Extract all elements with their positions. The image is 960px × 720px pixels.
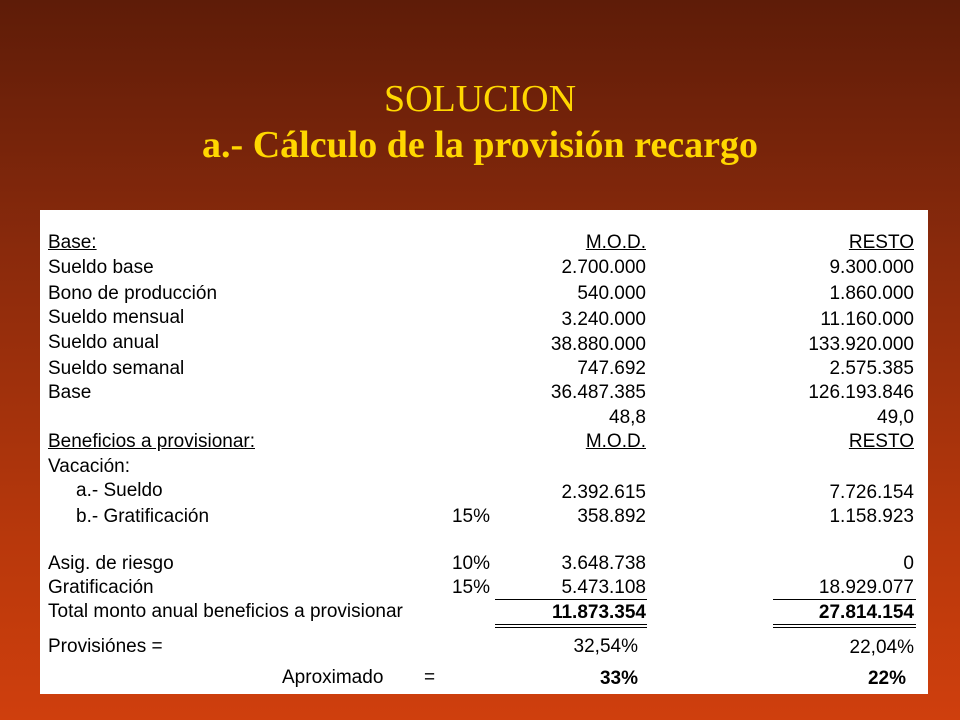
- total-double-underline-mod-1: [495, 624, 647, 625]
- benefits-mod-header: M.O.D.: [585, 431, 646, 452]
- row-resto-value: 7.726.154: [829, 482, 914, 503]
- row-resto-value: 9.300.000: [829, 257, 914, 278]
- row-resto-value: 1.158.923: [829, 506, 914, 527]
- row-mod-value: 358.892: [577, 506, 646, 527]
- row-label: Asig. de riesgo: [48, 553, 174, 574]
- benefits-header-label: Beneficios a provisionar:: [48, 431, 255, 452]
- subtotal-underline-resto: [773, 599, 916, 600]
- row-mod-value: 747.692: [577, 358, 646, 379]
- row-percent: 15%: [451, 577, 490, 598]
- slide-subtitle: a.- Cálculo de la provisión recargo: [202, 124, 758, 166]
- mod-header: M.O.D.: [585, 232, 646, 253]
- row-mod-value: 5.473.108: [561, 577, 646, 598]
- spreadsheet-table: [40, 210, 928, 694]
- row-resto-value: 49,0: [877, 407, 914, 428]
- row-resto-value: 1.860.000: [829, 283, 914, 304]
- total-double-underline-resto-2: [773, 627, 916, 628]
- row-resto-value: 18.929.077: [818, 577, 914, 598]
- provisiones-resto-value: 22,04%: [849, 637, 914, 658]
- slide-title: SOLUCION: [383, 78, 577, 120]
- row-label: Bono de producción: [48, 283, 218, 304]
- aproximado-label: Aproximado: [282, 667, 384, 688]
- row-resto-value: 11.160.000: [820, 309, 914, 330]
- row-mod-value: 36.487.385: [550, 382, 646, 403]
- row-mod-value: 3.240.000: [561, 309, 646, 330]
- row-percent: 15%: [451, 506, 490, 527]
- vacacion-label: Vacación:: [48, 456, 131, 477]
- total-double-underline-mod-2: [495, 627, 647, 628]
- row-mod-value: 2.700.000: [561, 257, 646, 278]
- row-mod-value: 48,8: [609, 407, 646, 428]
- row-percent: 10%: [451, 553, 490, 574]
- provisiones-label: Provisiónes =: [48, 636, 163, 657]
- subtotal-underline-mod: [495, 599, 647, 600]
- row-resto-value: 0: [903, 553, 914, 574]
- row-label: Sueldo base: [48, 257, 154, 278]
- total-resto-value: 27.814.154: [818, 602, 914, 623]
- row-label: b.- Gratificación: [76, 506, 210, 527]
- benefits-resto-header: RESTO: [848, 431, 914, 452]
- row-mod-value: 2.392.615: [561, 482, 646, 503]
- row-mod-value: 38.880.000: [550, 334, 646, 355]
- slide-title-block: [0, 76, 960, 168]
- row-mod-value: 3.648.738: [561, 553, 646, 574]
- aproximado-resto-value: 22%: [867, 668, 906, 689]
- row-label: Sueldo mensual: [48, 307, 185, 328]
- row-resto-value: 2.575.385: [829, 358, 914, 379]
- provisiones-mod-value: 32,54%: [573, 636, 638, 657]
- row-mod-value: 540.000: [577, 283, 646, 304]
- row-resto-value: 126.193.846: [808, 382, 914, 403]
- aproximado-mod-value: 33%: [599, 668, 638, 689]
- row-label: Gratificación: [48, 577, 154, 598]
- row-label: Sueldo anual: [48, 332, 159, 353]
- total-label: Total monto anual beneficios a provisionar: [48, 601, 403, 622]
- total-mod-value: 11.873.354: [551, 602, 646, 623]
- aproximado-equals: =: [424, 667, 436, 688]
- resto-header: RESTO: [848, 232, 914, 253]
- row-label: Sueldo semanal: [48, 358, 185, 379]
- total-double-underline-resto-1: [773, 624, 916, 625]
- row-label: Base: [48, 382, 92, 403]
- row-resto-value: 133.920.000: [808, 334, 914, 355]
- base-header-label: Base:: [48, 232, 97, 253]
- row-label: a.- Sueldo: [76, 480, 163, 501]
